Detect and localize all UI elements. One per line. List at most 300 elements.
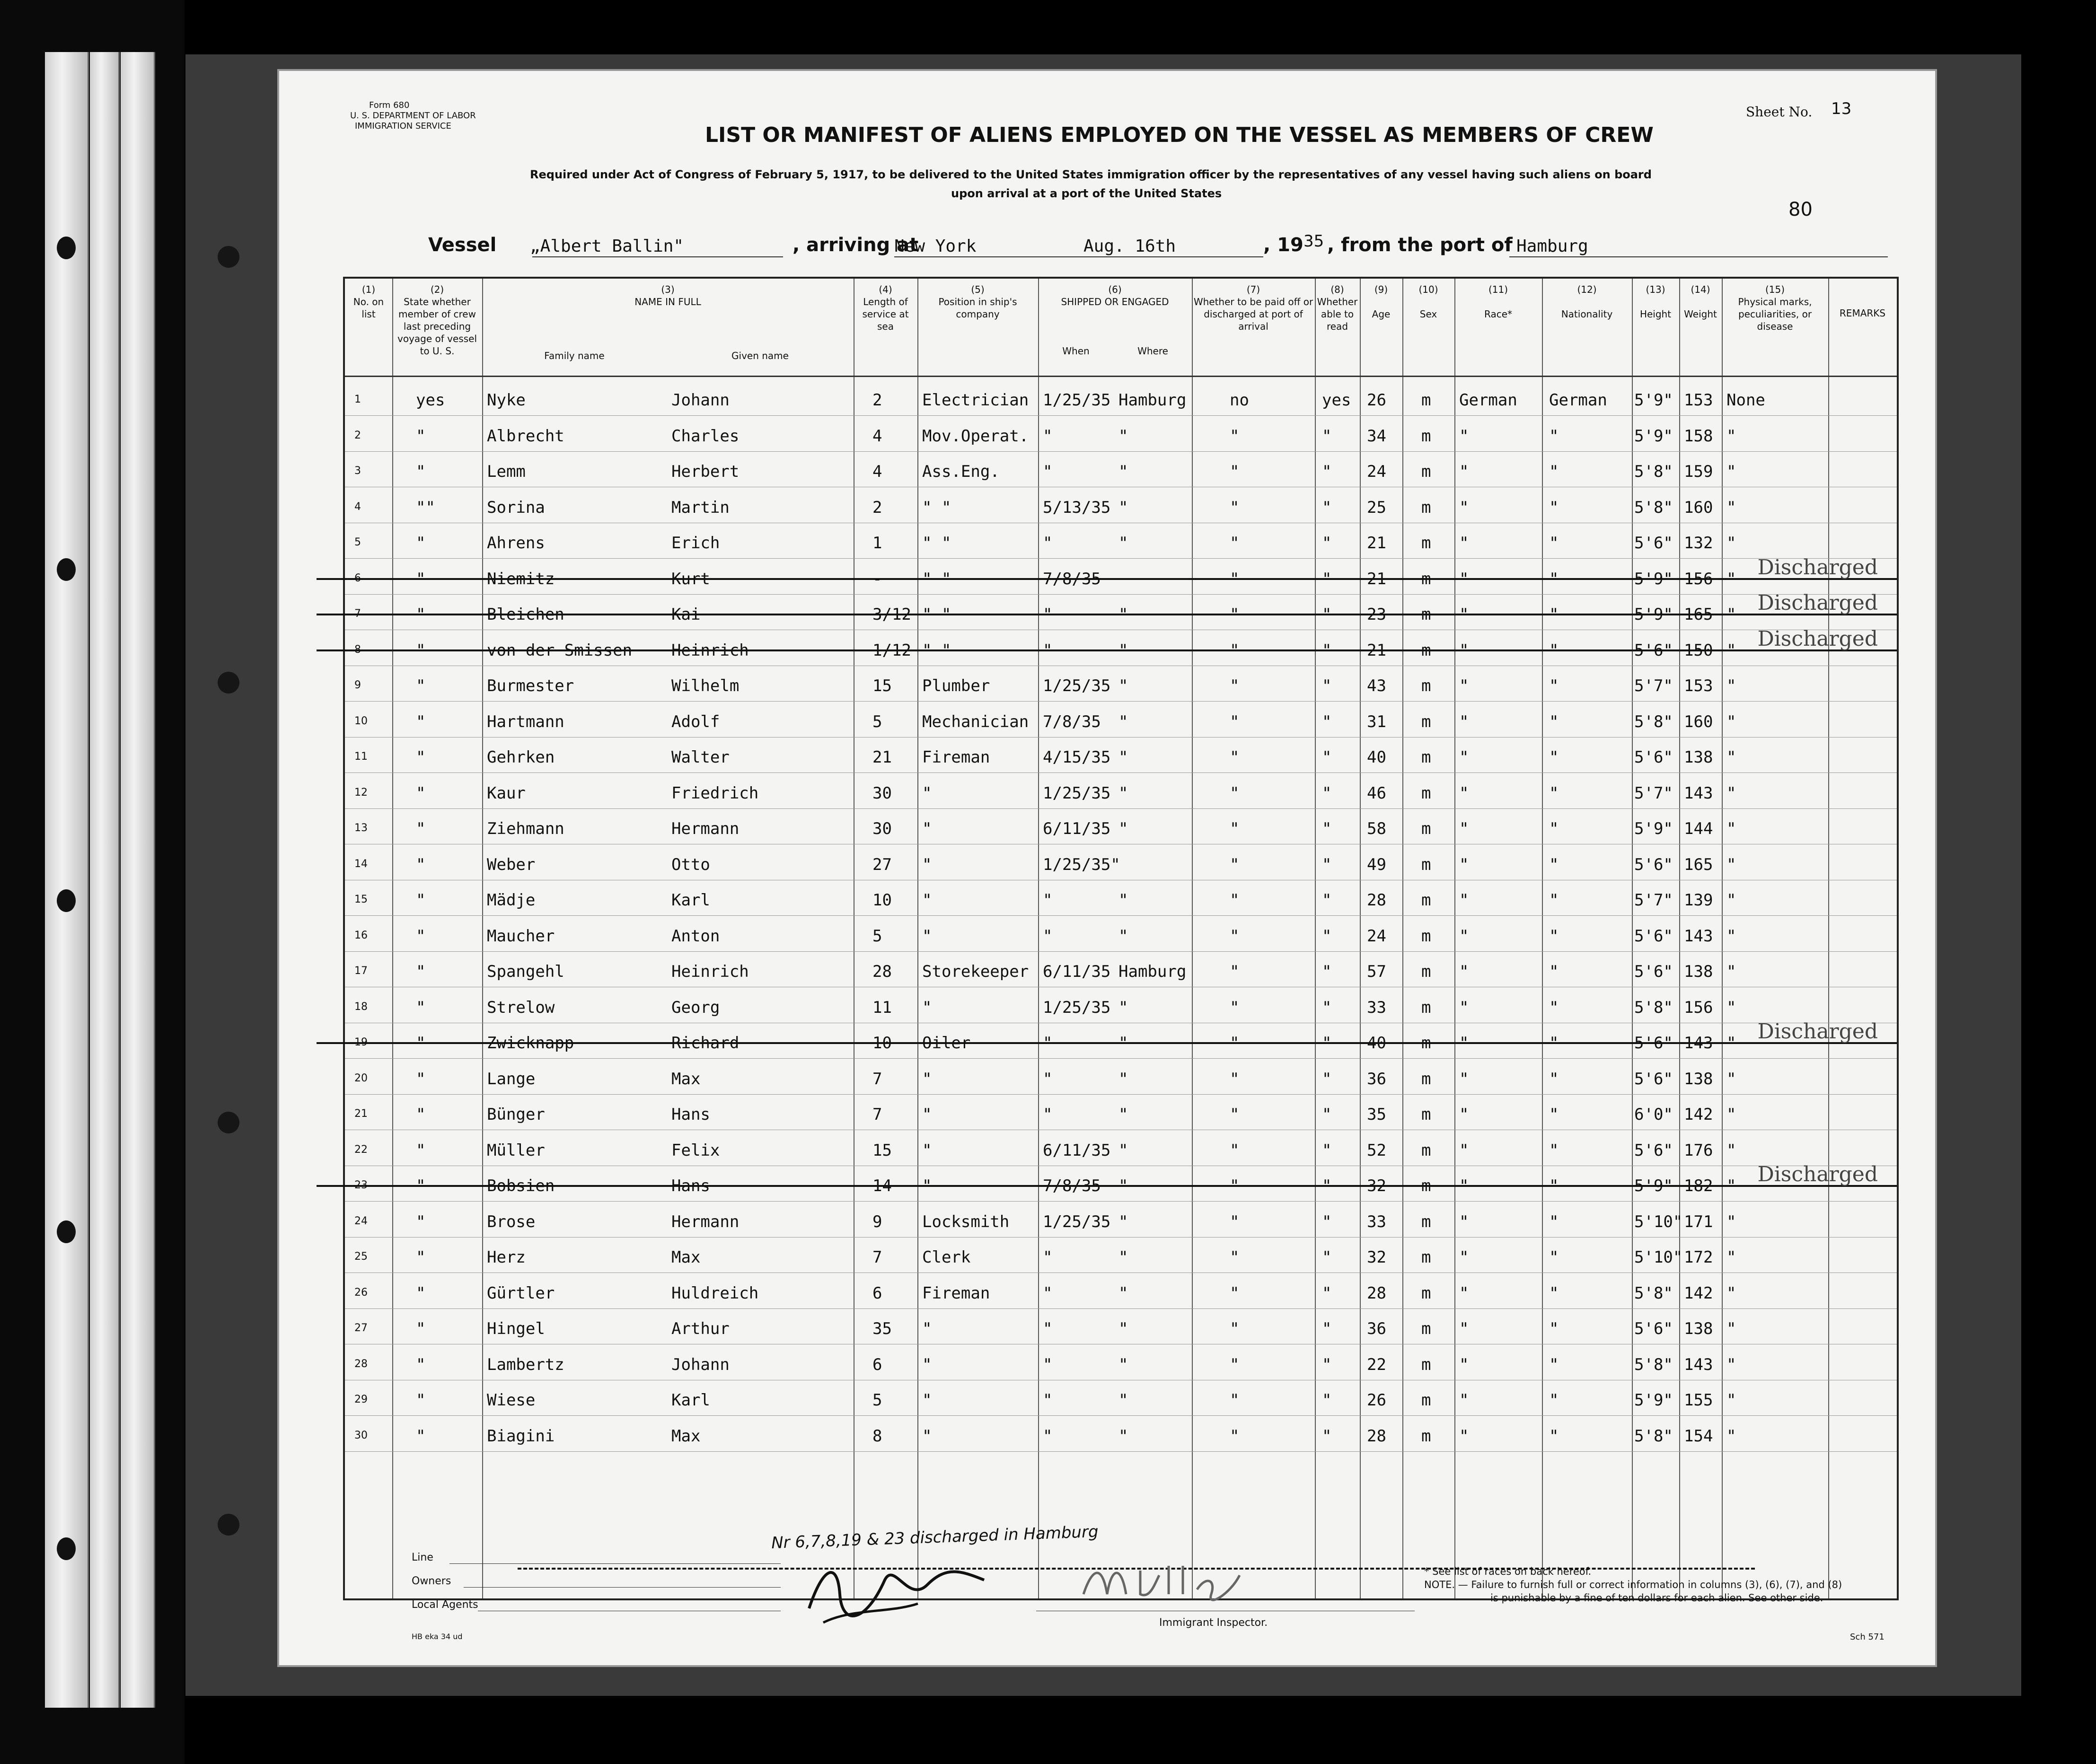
weight: 158 <box>1684 426 1713 446</box>
physical-marks: " <box>1726 498 1736 517</box>
table-row <box>345 1273 1897 1309</box>
paid-off: " <box>1230 1176 1240 1195</box>
row-number: 24 <box>354 1215 368 1227</box>
position: " <box>922 1176 932 1195</box>
given-name: Heinrich <box>671 962 749 981</box>
row-number: 7 <box>354 608 361 620</box>
family-name: Weber <box>487 855 536 874</box>
able-to-read: " <box>1322 1355 1332 1374</box>
nationality: " <box>1549 462 1559 481</box>
nationality: " <box>1549 569 1559 588</box>
service-length: 15 <box>872 676 892 695</box>
given-name: Max <box>671 1426 701 1446</box>
shipped-when: " <box>1043 1248 1053 1267</box>
physical-marks: " <box>1726 712 1736 731</box>
row-number: 30 <box>354 1429 368 1441</box>
shipped-where: " <box>1118 1248 1128 1267</box>
row-number: 29 <box>354 1394 368 1405</box>
nationality: " <box>1549 891 1559 910</box>
race: " <box>1459 783 1469 803</box>
sex: m <box>1421 855 1431 874</box>
table-row <box>345 773 1897 809</box>
form-id: Form 680 <box>369 100 410 110</box>
binder-edge <box>0 0 185 1764</box>
physical-marks: " <box>1726 1176 1736 1195</box>
strike-through-line <box>317 578 1897 580</box>
row-number: 18 <box>354 1000 368 1013</box>
weight: 138 <box>1684 1069 1713 1088</box>
height: 5'8" <box>1634 462 1673 481</box>
family-name: Lambertz <box>487 1355 564 1374</box>
given-name: Anton <box>671 926 720 946</box>
shipped-when: 1/25/35 <box>1043 676 1111 695</box>
family-name: Nyke <box>487 391 526 410</box>
able-to-read: " <box>1322 534 1332 553</box>
shipped-where: " <box>1118 605 1128 624</box>
height: 5'9" <box>1634 819 1673 838</box>
physical-marks: " <box>1726 569 1736 588</box>
able-to-read: " <box>1322 855 1332 874</box>
previous-voyage: " <box>416 1212 426 1231</box>
age: 23 <box>1367 605 1386 624</box>
able-to-read: " <box>1322 891 1332 910</box>
table-row <box>345 416 1897 452</box>
service-length: 30 <box>872 819 892 838</box>
given-name: Hans <box>671 1176 710 1195</box>
weight: 159 <box>1684 462 1713 481</box>
physical-marks: None <box>1726 391 1765 410</box>
shipped-when: " <box>1043 1319 1053 1338</box>
shipped-when: " <box>1043 926 1053 946</box>
row-number: 16 <box>354 929 368 941</box>
race: " <box>1459 462 1469 481</box>
family-name: Wiese <box>487 1391 536 1410</box>
shipped-where: " <box>1118 1176 1128 1195</box>
crew-table <box>343 277 1899 1600</box>
shipped-where: " <box>1118 1212 1128 1231</box>
service-length: 11 <box>872 998 892 1017</box>
row-number: 28 <box>354 1358 368 1370</box>
physical-marks: " <box>1726 1355 1736 1374</box>
race: " <box>1459 712 1469 731</box>
col-header-shipped: (6) SHIPPED OR ENGAGED <box>1061 284 1169 307</box>
family-name: Bobsien <box>487 1176 555 1195</box>
sex: m <box>1421 819 1431 838</box>
punch-hole <box>218 1514 239 1536</box>
table-row <box>345 809 1897 844</box>
position: " <box>922 1426 932 1446</box>
sex: m <box>1421 891 1431 910</box>
shipped-when: 1/25/35 <box>1043 1212 1111 1231</box>
height: 5'9" <box>1634 1176 1673 1195</box>
family-name: Burmester <box>487 676 574 695</box>
race: " <box>1459 605 1469 624</box>
position: " <box>922 1105 932 1124</box>
family-name: Biagini <box>487 1426 555 1446</box>
nationality: " <box>1549 1034 1559 1053</box>
nationality: " <box>1549 1105 1559 1124</box>
vessel-name: „Albert Ballin" <box>530 237 684 256</box>
age: 35 <box>1367 1105 1386 1124</box>
sex: m <box>1421 1034 1431 1053</box>
shipped-when: " <box>1043 1034 1053 1053</box>
table-row <box>345 626 1897 666</box>
race: " <box>1459 1034 1469 1053</box>
race: " <box>1459 1426 1469 1446</box>
paid-off: " <box>1230 498 1240 517</box>
race: " <box>1459 962 1469 981</box>
race: " <box>1459 926 1469 946</box>
family-name: Brose <box>487 1212 536 1231</box>
sex: m <box>1421 926 1431 946</box>
height: 5'7" <box>1634 783 1673 803</box>
able-to-read: " <box>1322 1319 1332 1338</box>
age: 34 <box>1367 426 1386 446</box>
shipped-when: 1/25/35 <box>1043 783 1111 803</box>
weight: 155 <box>1684 1391 1713 1410</box>
height: 5'10" <box>1634 1248 1683 1267</box>
race: " <box>1459 676 1469 695</box>
age: 28 <box>1367 891 1386 910</box>
position: Electrician <box>922 391 1029 410</box>
sex: m <box>1421 1069 1431 1088</box>
table-row <box>345 1095 1897 1130</box>
col-header-position: (5) Position in ship's company <box>938 284 1017 320</box>
sex: m <box>1421 1426 1431 1446</box>
paid-off: " <box>1230 1069 1240 1088</box>
table-row <box>345 845 1897 880</box>
paper-stack-edge <box>90 52 120 1708</box>
paid-off: " <box>1230 1283 1240 1303</box>
physical-marks: " <box>1726 1069 1736 1088</box>
able-to-read: " <box>1322 1248 1332 1267</box>
discharged-remark: Discharged <box>1757 1019 1878 1044</box>
height: 5'9" <box>1634 426 1673 446</box>
weight: 139 <box>1684 891 1713 910</box>
family-name: Hingel <box>487 1319 545 1338</box>
age: 24 <box>1367 462 1386 481</box>
table-row <box>345 1202 1897 1237</box>
underline <box>449 1563 781 1564</box>
family-name: Lemm <box>487 462 526 481</box>
paid-off: " <box>1230 1319 1240 1338</box>
col-header-read: (8) Whether able to read <box>1317 284 1358 332</box>
height: 6'0" <box>1634 1105 1673 1124</box>
row-number: 15 <box>354 894 368 905</box>
weight: 160 <box>1684 712 1713 731</box>
shipped-when: " <box>1043 605 1053 624</box>
previous-voyage: " <box>416 1283 426 1303</box>
table-row <box>345 916 1897 952</box>
given-name: Karl <box>671 891 710 910</box>
col-header-where: Where <box>1137 345 1168 357</box>
table-row <box>345 1345 1897 1380</box>
given-name: Martin <box>671 498 730 517</box>
able-to-read: " <box>1322 783 1332 803</box>
given-name: Heinrich <box>671 641 749 660</box>
physical-marks: " <box>1726 1283 1736 1303</box>
sex: m <box>1421 998 1431 1017</box>
height: 5'6" <box>1634 926 1673 946</box>
nationality: " <box>1549 783 1559 803</box>
given-name: Arthur <box>671 1319 730 1338</box>
physical-marks: " <box>1726 748 1736 767</box>
shipped-where: " <box>1118 534 1128 553</box>
family-name: Maucher <box>487 926 555 946</box>
shipped-where: " <box>1118 891 1128 910</box>
able-to-read: " <box>1322 1069 1332 1088</box>
nationality: " <box>1549 641 1559 660</box>
previous-voyage: " <box>416 712 426 731</box>
fine-note-cont: is punishable by a fine of ten dollars for each alien. See other side. <box>1490 1592 1823 1604</box>
sex: m <box>1421 462 1431 481</box>
paid-off: " <box>1230 819 1240 838</box>
height: 5'6" <box>1634 1319 1673 1338</box>
col-header-sex: (10) Sex <box>1418 284 1438 320</box>
shipped-where: " <box>1118 819 1128 838</box>
race: " <box>1459 1248 1469 1267</box>
sheet-label: Sheet No. <box>1746 104 1813 120</box>
row-number: 3 <box>354 465 361 477</box>
weight: 138 <box>1684 1319 1713 1338</box>
shipped-when: " <box>1043 426 1053 446</box>
binder-hole <box>57 1220 76 1243</box>
height: 5'8" <box>1634 712 1673 731</box>
col-header-service: (4) Length of service at sea <box>862 284 909 332</box>
year: 35 <box>1303 232 1324 251</box>
row-number: 11 <box>354 751 368 763</box>
shipped-when: 6/11/35 <box>1043 962 1111 981</box>
paid-off: no <box>1230 391 1249 410</box>
family-name: von der Smissen <box>487 641 633 660</box>
row-number: 12 <box>354 786 368 799</box>
table-row <box>345 1131 1897 1166</box>
shipped-where: " <box>1118 426 1128 446</box>
service-length: 8 <box>872 1426 882 1446</box>
page-title: LIST OR MANIFEST OF ALIENS EMPLOYED ON THE VESSEL AS MEMBERS OF CREW <box>705 123 1654 147</box>
shipped-where: " <box>1118 926 1128 946</box>
shipped-when: " <box>1043 1283 1053 1303</box>
shipped-when: " <box>1043 1426 1053 1446</box>
race: " <box>1459 998 1469 1017</box>
row-number: 14 <box>354 858 368 870</box>
punch-hole <box>218 246 239 268</box>
service-length: - <box>872 569 882 588</box>
sex: m <box>1421 676 1431 695</box>
previous-voyage: " <box>416 855 426 874</box>
race: " <box>1459 569 1469 588</box>
strike-through-line <box>317 649 1897 651</box>
age: 43 <box>1367 676 1386 695</box>
previous-voyage: " <box>416 534 426 553</box>
position: Oiler <box>922 1034 971 1053</box>
table-row <box>345 488 1897 523</box>
nationality: " <box>1549 1069 1559 1088</box>
position: Mechanician <box>922 712 1029 731</box>
family-name: Bleichen <box>487 605 564 624</box>
paid-off: " <box>1230 534 1240 553</box>
previous-voyage: " <box>416 748 426 767</box>
given-name: Wilhelm <box>671 676 740 695</box>
physical-marks: " <box>1726 962 1736 981</box>
service-length: 7 <box>872 1105 882 1124</box>
height: 5'7" <box>1634 676 1673 695</box>
handwritten-discharge-note: Nr 6,7,8,19 & 23 discharged in Hamburg <box>771 1522 1099 1553</box>
service-length: 27 <box>872 855 892 874</box>
weight: 153 <box>1684 676 1713 695</box>
nationality: " <box>1549 1176 1559 1195</box>
shipped-where: " <box>1118 462 1128 481</box>
height: 5'7" <box>1634 891 1673 910</box>
service-length: 35 <box>872 1319 892 1338</box>
age: 21 <box>1367 534 1386 553</box>
given-name: Kai <box>671 605 701 624</box>
strike-through-line <box>317 1185 1897 1187</box>
row-number: 19 <box>354 1036 368 1048</box>
col-header-name: (3) NAME IN FULL <box>634 284 701 307</box>
paid-off: " <box>1230 712 1240 731</box>
sex: m <box>1421 1212 1431 1231</box>
row-number: 9 <box>354 679 361 691</box>
able-to-read: " <box>1322 748 1332 767</box>
weight: 138 <box>1684 748 1713 767</box>
age: 46 <box>1367 783 1386 803</box>
table-row <box>345 591 1897 630</box>
position: Mov.Operat. <box>922 426 1029 446</box>
from-port-label: , from the port of <box>1327 234 1513 256</box>
shipped-where: " <box>1118 1069 1128 1088</box>
paid-off: " <box>1230 1248 1240 1267</box>
nationality: " <box>1549 1355 1559 1374</box>
table-row <box>345 452 1897 487</box>
nationality: " <box>1549 498 1559 517</box>
weight: 144 <box>1684 819 1713 838</box>
table-row <box>345 1309 1897 1344</box>
shipped-when: 7/8/35 <box>1043 1176 1101 1195</box>
nationality: " <box>1549 962 1559 981</box>
family-name: Sorina <box>487 498 545 517</box>
local-agents-label: Local Agents <box>412 1599 478 1611</box>
position: " " <box>922 569 951 588</box>
race: " <box>1459 748 1469 767</box>
given-name: Adolf <box>671 712 720 731</box>
shipped-where: " <box>1118 1034 1128 1053</box>
service-length: 5 <box>872 1391 882 1410</box>
table-row <box>345 1416 1897 1452</box>
able-to-read: " <box>1322 819 1332 838</box>
given-name: Felix <box>671 1141 720 1160</box>
previous-voyage: " <box>416 891 426 910</box>
row-number: 17 <box>354 965 368 977</box>
col-header-no: (1) No. on list <box>353 284 384 320</box>
paper-stack-edge <box>121 52 155 1708</box>
age: 25 <box>1367 498 1386 517</box>
paid-off: " <box>1230 462 1240 481</box>
physical-marks: " <box>1726 819 1736 838</box>
paid-off: " <box>1230 605 1240 624</box>
race: " <box>1459 1283 1469 1303</box>
age: 26 <box>1367 391 1386 410</box>
nationality: " <box>1549 819 1559 838</box>
previous-voyage: " <box>416 462 426 481</box>
table-row <box>345 1380 1897 1416</box>
previous-voyage: " <box>416 569 426 588</box>
agent-signature <box>795 1552 994 1632</box>
table-row <box>345 523 1897 559</box>
height: 5'6" <box>1634 641 1673 660</box>
age: 22 <box>1367 1355 1386 1374</box>
paid-off: " <box>1230 676 1240 695</box>
previous-voyage: " <box>416 1176 426 1195</box>
paper-stack-edge <box>45 52 89 1708</box>
table-row <box>345 1059 1897 1095</box>
able-to-read: " <box>1322 462 1332 481</box>
height: 5'8" <box>1634 1355 1673 1374</box>
nationality: " <box>1549 1391 1559 1410</box>
physical-marks: " <box>1726 926 1736 946</box>
weight: 160 <box>1684 498 1713 517</box>
sex: m <box>1421 1141 1431 1160</box>
given-name: Hans <box>671 1105 710 1124</box>
paid-off: " <box>1230 855 1240 874</box>
able-to-read: " <box>1322 569 1332 588</box>
race: " <box>1459 641 1469 660</box>
shipped-when: " <box>1043 534 1053 553</box>
physical-marks: " <box>1726 891 1736 910</box>
age: 36 <box>1367 1069 1386 1088</box>
service-length: 21 <box>872 748 892 767</box>
paid-off: " <box>1230 1034 1240 1053</box>
height: 5'9" <box>1634 391 1673 410</box>
service-length: 4 <box>872 462 882 481</box>
family-name: Bünger <box>487 1105 545 1124</box>
previous-voyage: " <box>416 819 426 838</box>
table-row <box>345 988 1897 1023</box>
shipped-where: " <box>1118 1426 1128 1446</box>
shipped-where: " <box>1118 1141 1128 1160</box>
service-length: 4 <box>872 426 882 446</box>
race: " <box>1459 819 1469 838</box>
previous-voyage: " <box>416 1069 426 1088</box>
service-length: 7 <box>872 1248 882 1267</box>
weight: 143 <box>1684 1355 1713 1374</box>
vessel-label: Vessel <box>428 234 497 256</box>
weight: 165 <box>1684 855 1713 874</box>
shipped-when: 6/11/35 <box>1043 1141 1111 1160</box>
position: " <box>922 855 932 874</box>
previous-voyage: yes <box>416 391 445 410</box>
sex: m <box>1421 712 1431 731</box>
able-to-read: " <box>1322 676 1332 695</box>
position: " <box>922 1069 932 1088</box>
height: 5'6" <box>1634 1034 1673 1053</box>
previous-voyage: " <box>416 641 426 660</box>
table-row <box>345 1019 1897 1059</box>
punch-hole <box>218 672 239 693</box>
sex: m <box>1421 1176 1431 1195</box>
position: " <box>922 1319 932 1338</box>
service-length: 1 <box>872 534 882 553</box>
position: " <box>922 783 932 803</box>
shipped-where: " <box>1118 641 1128 660</box>
print-code: HB eka 34 ud <box>412 1632 463 1641</box>
able-to-read: " <box>1322 1212 1332 1231</box>
table-row <box>345 555 1897 595</box>
col-header-nationality: (12) Nationality <box>1561 284 1613 320</box>
nationality: " <box>1549 1141 1559 1160</box>
weight: 138 <box>1684 962 1713 981</box>
nationality: " <box>1549 1319 1559 1338</box>
